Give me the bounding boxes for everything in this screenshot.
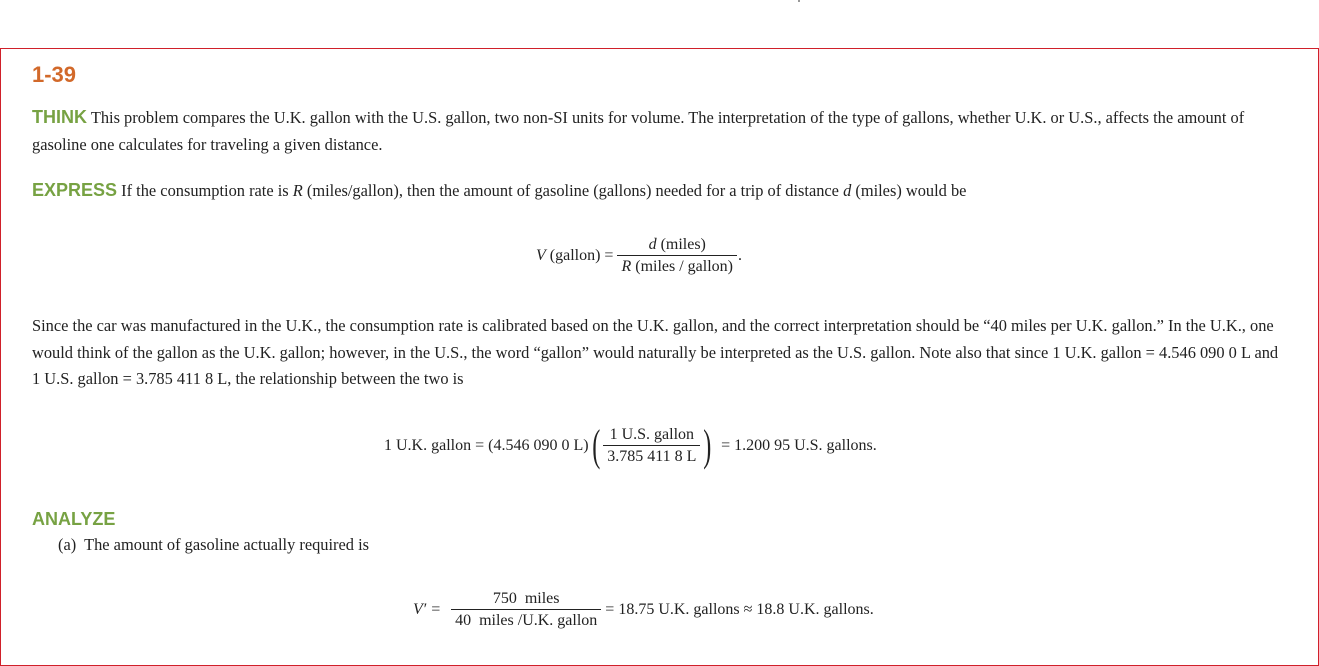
page-mark xyxy=(798,0,800,2)
eq1-lhs-var: V xyxy=(536,247,546,264)
eq2-lhs: 1 U.K. gallon = (4.546 090 0 L) xyxy=(384,437,589,454)
eq2-numerator: 1 U.S. gallon xyxy=(609,426,695,443)
eq1-lhs-unit: (gallon) = xyxy=(545,247,614,264)
express-text-3: (miles) would be xyxy=(851,181,967,200)
express-var-r: R xyxy=(292,181,303,200)
part-a-text: (a) The amount of gasoline actually required is xyxy=(58,535,370,554)
left-paren-glyph: ( xyxy=(591,421,600,470)
eq1-num-var: d xyxy=(648,236,657,253)
equation-conversion xyxy=(384,421,877,470)
eq3-lhs: V′ = xyxy=(413,601,442,618)
think-label: THINK xyxy=(32,107,87,127)
express-text-1: If the consumption rate is xyxy=(121,181,293,200)
equation-volume xyxy=(536,236,742,276)
eq2-rhs: = 1.200 95 U.S. gallons. xyxy=(721,437,877,454)
eq1-fraction xyxy=(617,236,737,276)
analyze-label: ANALYZE xyxy=(32,509,116,529)
right-paren-glyph: ) xyxy=(703,421,712,470)
eq2-fraction xyxy=(603,426,700,466)
eq1-end: . xyxy=(738,247,742,264)
eq3-numerator: 750 miles xyxy=(492,590,560,607)
eq2-denominator: 3.785 411 8 L xyxy=(603,445,700,466)
paragraph-two: Since the car was manufactured in the U.K., the consumption rate is calibrated based on the U.K. gallon, and the correct interpretation should be “40 miles per U.K. gallon.” In the U.K., one would think of the gallon as the U.K. gallon; however, in the U.S., the word “gallon” would naturally be interpreted as the U.S. gallon. Note also that since 1 U.K. gallon = 4.546 090 0 L and 1 U.S. gallon = 3.785 411 8 L, the relationship between the two is xyxy=(32,316,1279,388)
eq3-fraction xyxy=(451,590,601,630)
eq1-denominator xyxy=(617,255,737,276)
eq1-den-unit: (miles / gallon) xyxy=(631,258,733,275)
equation-required-volume xyxy=(413,590,874,630)
express-text-2: (miles/gallon), then the amount of gasoline (gallons) needed for a trip of distance xyxy=(302,181,844,200)
express-var-d: d xyxy=(843,181,852,200)
think-paragraph xyxy=(32,104,1282,158)
eq1-num-unit: (miles) xyxy=(656,236,706,253)
express-paragraph xyxy=(32,177,1282,205)
problem-number: 1-39 xyxy=(32,62,77,87)
think-text: This problem compares the U.K. gallon with the U.S. gallon, two non-SI units for volume. The interpretation of the type of gallons, whether U.K. or U.S., affects the amount of gasoline one calculates for traveling a given distance. xyxy=(32,108,1245,154)
eq1-numerator xyxy=(645,236,710,255)
eq3-denominator: 40 miles /U.K. gallon xyxy=(451,609,601,630)
eq1-den-var: R xyxy=(621,258,632,275)
eq3-rhs: = 18.75 U.K. gallons ≈ 18.8 U.K. gallons. xyxy=(605,601,874,618)
express-label: EXPRESS xyxy=(32,180,118,200)
